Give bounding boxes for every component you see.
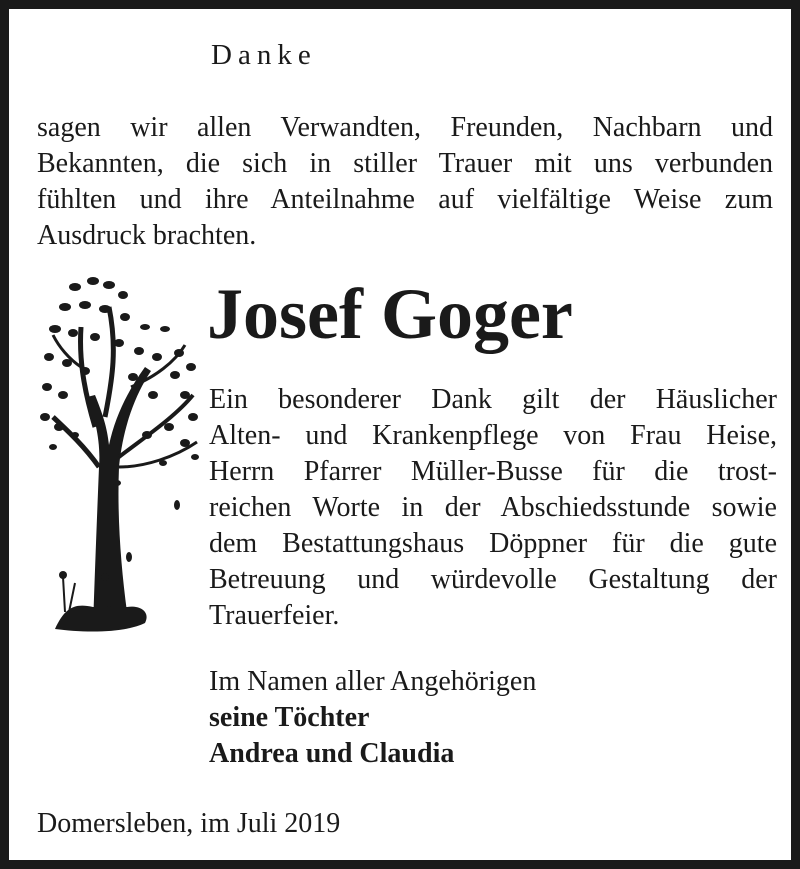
thanks-line: Trauerfeier.: [209, 600, 340, 631]
deceased-name: Josef Goger: [207, 274, 573, 354]
thanks-line: Herrn Pfarrer Müller-Busse für die trost-: [209, 456, 777, 487]
intro-line: Ausdruck brachten.: [37, 220, 257, 251]
thanks-line: Ein besonderer Dank gilt der Häuslicher: [209, 384, 777, 415]
thanks-line: Betreuung und würdevolle Gestaltung der: [209, 564, 777, 595]
thanks-paragraph: [209, 382, 777, 634]
signature-daughters: seine Töchter: [209, 702, 370, 733]
signature-block: [209, 664, 536, 772]
thanks-line: Alten- und Krankenpflege von Frau Heise,: [209, 420, 777, 451]
intro-line: sagen wir allen Verwandten, Freunden, Nachbarn und: [37, 112, 773, 143]
intro-paragraph: [37, 110, 773, 254]
intro-line: Bekannten, die sich in stiller Trauer mit uns verbunden: [37, 148, 773, 179]
tree-icon: [35, 267, 205, 639]
thanks-line: reichen Worte in der Abschiedsstunde sowie: [209, 492, 777, 523]
place-date: Domersleben, im Juli 2019: [37, 808, 341, 839]
intro-line: fühlten und ihre Anteilnahme auf vielfältige Weise zum: [37, 184, 773, 215]
thanks-line: dem Bestattungshaus Döppner für die gute: [209, 528, 777, 559]
signature-names: Andrea und Claudia: [209, 738, 455, 769]
signature-line: Im Namen aller Angehörigen: [209, 666, 537, 697]
heading: Danke: [211, 39, 317, 71]
